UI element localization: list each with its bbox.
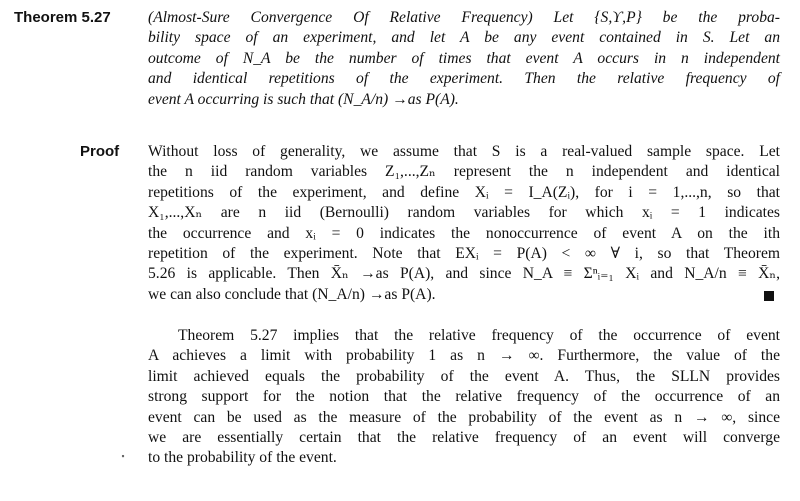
proof-line: repetition of the experiment. Note that EXᵢ = P(A) < ∞ ∀ i, so that Theorem bbox=[148, 245, 780, 263]
theorem-line: outcome of N_A be the number of times that event A occurs in n independent bbox=[148, 49, 780, 67]
theorem-line: bility space of an experiment, and let A be any event contained in S. Let an bbox=[148, 29, 780, 47]
proof-line: the n iid random variables Z₁,...,Zₙ represent the n independent and identical bbox=[148, 163, 780, 181]
proof-label: Proof bbox=[80, 143, 120, 160]
paragraph-line: to the probability of the event. bbox=[148, 449, 337, 467]
theorem-line: event A occurring is such that (N_A/n) →as P(A). bbox=[148, 90, 459, 108]
proof-line: 5.26 is applicable. Then X̄ₙ →as P(A), and since N_A ≡ Σⁿᵢ₌₁ Xᵢ and N_A/n ≡ X̄ₙ, bbox=[148, 265, 780, 283]
proof-line: repetitions of the experiment, and define Xᵢ = I_A(Zᵢ), for i = 1,...,n, so that bbox=[148, 183, 780, 201]
paragraph-line: limit achieved equals the probability of the event A. Thus, the SLLN provides bbox=[148, 367, 780, 385]
proof-text bbox=[148, 142, 780, 305]
qed-square-icon bbox=[764, 291, 774, 301]
theorem-line: and identical repetitions of the experiment. Then the relative frequency of bbox=[148, 70, 780, 88]
paragraph-line: strong support for the notion that the relative frequency of the occurrence of an bbox=[148, 388, 780, 406]
paragraph-line: event can be used as the measure of the probability of the event as n → ∞, since bbox=[148, 408, 780, 426]
paragraph-line: A achieves a limit with probability 1 as n → ∞. Furthermore, the value of the bbox=[148, 347, 780, 365]
proof-line: the occurrence and xᵢ = 0 indicates the nonoccurrence of event A on the ith bbox=[148, 224, 780, 242]
proof-line: we can also conclude that (N_A/n) →as P(A). bbox=[148, 285, 436, 303]
paragraph-line: we are essentially certain that the relative frequency of an event will converge bbox=[148, 429, 780, 447]
stray-mark-icon: ⸼ bbox=[122, 443, 126, 458]
theorem-statement bbox=[148, 8, 780, 110]
paragraph-line: Theorem 5.27 implies that the relative frequency of the occurrence of event bbox=[178, 327, 780, 344]
proof-line: Without loss of generality, we assume that S is a real-valued sample space. Let bbox=[148, 143, 780, 160]
proof-line: X₁,...,Xₙ are n iid (Bernoulli) random variables for which xᵢ = 1 indicates bbox=[148, 204, 780, 222]
discussion-paragraph bbox=[148, 326, 780, 469]
theorem-label: Theorem 5.27 bbox=[14, 9, 111, 26]
theorem-line: (Almost-Sure Convergence Of Relative Frequency) Let {S,ϒ,P} be the proba- bbox=[148, 9, 780, 26]
